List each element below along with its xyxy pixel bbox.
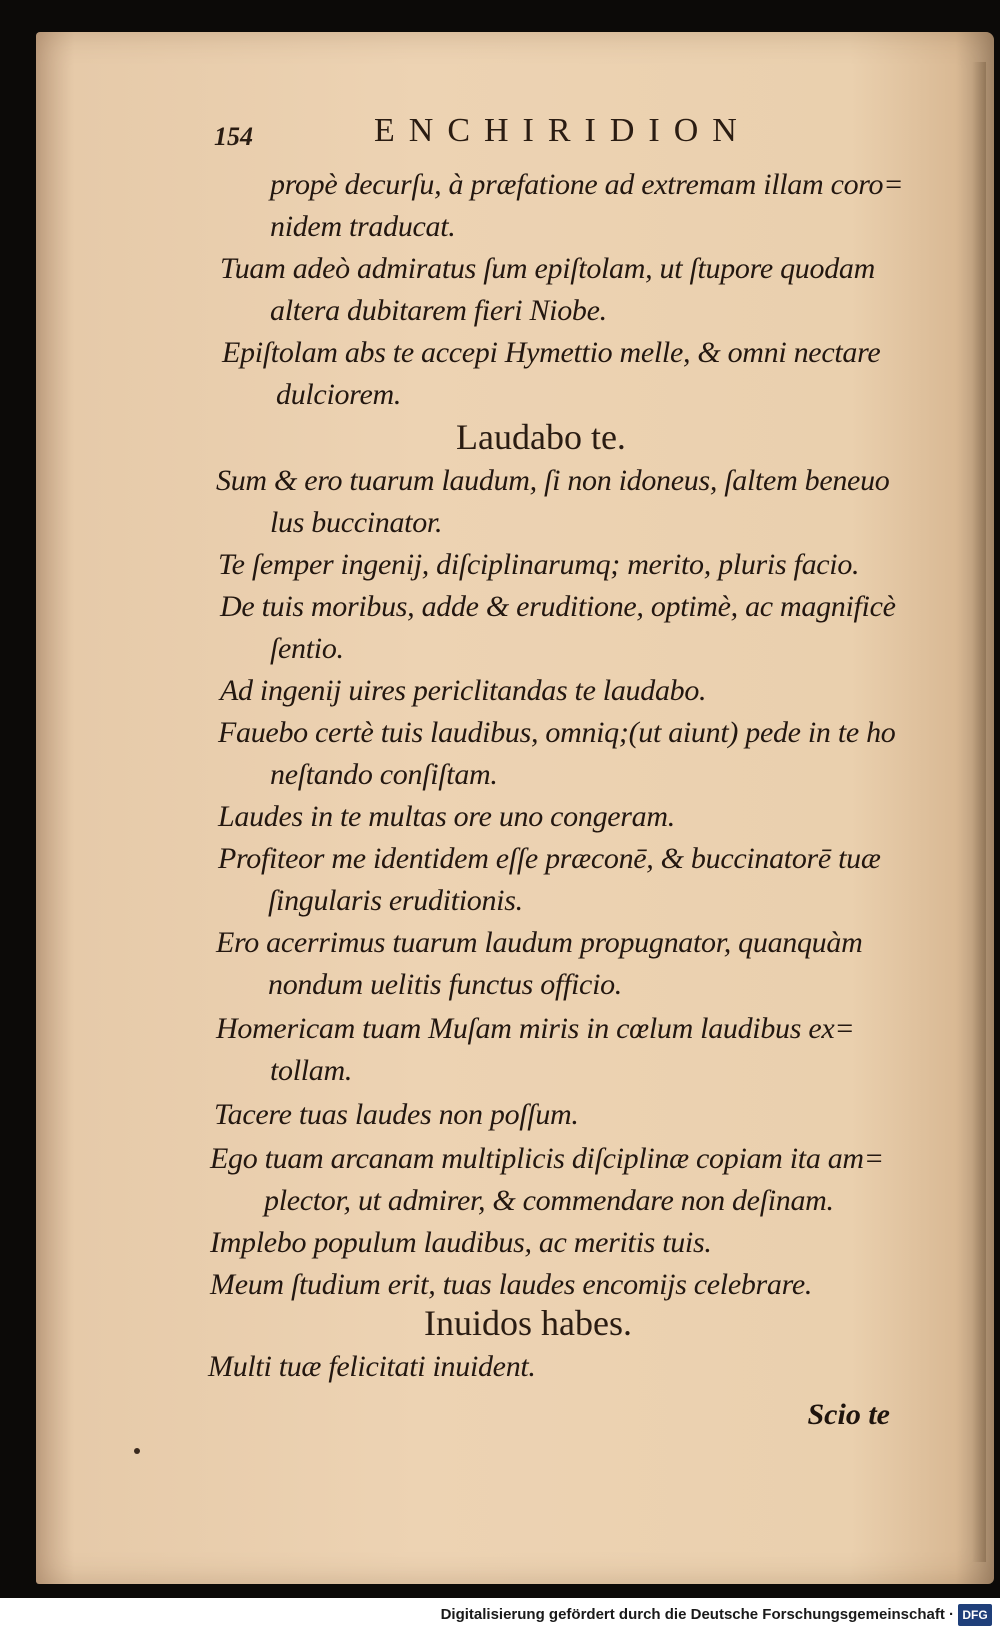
text-line: lus buccinator. bbox=[270, 506, 443, 539]
text-line: Profiteor me identidem eſſe præconē, & buccinatorē tuæ bbox=[218, 842, 881, 875]
text-line: De tuis moribus, adde & eruditione, optimè, ac magnificè bbox=[220, 590, 896, 623]
dfg-logo: DFG bbox=[958, 1604, 992, 1626]
text-line: Laudes in te multas ore uno congeram. bbox=[218, 800, 675, 833]
text-line: altera dubitarem fieri Niobe. bbox=[270, 294, 607, 327]
ink-speck bbox=[134, 1448, 140, 1454]
text-line: Epiſtolam abs te accepi Hymettio melle, & omni nectare bbox=[222, 336, 881, 369]
text-line: Ego tuam arcanam multiplicis diſciplinæ copiam ita am= bbox=[210, 1142, 884, 1175]
text-line: neſtando conſiſtam. bbox=[270, 758, 498, 791]
text-line: Homericam tuam Muſam miris in cœlum laudibus ex= bbox=[216, 1012, 855, 1045]
text-line: dulciorem. bbox=[276, 378, 402, 411]
text-line: nondum uelitis functus officio. bbox=[268, 968, 623, 1001]
text-line: Sum & ero tuarum laudum, ſi non idoneus, ſaltem beneuo bbox=[216, 464, 890, 497]
section-heading: Laudabo te. bbox=[456, 417, 626, 457]
text-line: Ad ingenij uires periclitandas te laudabo. bbox=[220, 674, 707, 707]
text-line: Tacere tuas laudes non poſſum. bbox=[214, 1098, 579, 1131]
text-line: ſentio. bbox=[270, 632, 344, 665]
section-heading: Inuidos habes. bbox=[424, 1303, 632, 1343]
text-line: Fauebo certè tuis laudibus, omniq;(ut aiunt) pede in te ho bbox=[218, 716, 896, 749]
text-line: Tuam adeò admiratus ſum epiſtolam, ut ſtupore quodam bbox=[220, 252, 875, 285]
text-line: Multi tuæ felicitati inuident. bbox=[208, 1350, 536, 1383]
running-title: ENCHIRIDION bbox=[374, 112, 751, 149]
funding-credit: Digitalisierung gefördert durch die Deutsche Forschungsgemeinschaft · bbox=[440, 1606, 954, 1623]
page-number: 154 bbox=[214, 122, 253, 151]
text-line: propè decurſu, à præfatione ad extremam illam coro= bbox=[270, 168, 904, 201]
text-line: plector, ut admirer, & commendare non deſinam. bbox=[264, 1184, 834, 1217]
text-line: Meum ſtudium erit, tuas laudes encomijs celebrare. bbox=[210, 1268, 813, 1301]
text-line: nidem traducat. bbox=[270, 210, 456, 243]
text-line: tollam. bbox=[270, 1054, 353, 1087]
text-line: Implebo populum laudibus, ac meritis tuis. bbox=[210, 1226, 712, 1259]
digitization-footer bbox=[0, 1598, 1000, 1634]
page-edge-shadow bbox=[972, 62, 986, 1562]
text-line: Ero acerrimus tuarum laudum propugnator, quanquàm bbox=[216, 926, 863, 959]
text-line: ſingularis eruditionis. bbox=[268, 884, 523, 917]
catchword: Scio te bbox=[807, 1398, 890, 1431]
text-line: Te ſemper ingenij, diſciplinarumq; merito, pluris facio. bbox=[218, 548, 860, 581]
